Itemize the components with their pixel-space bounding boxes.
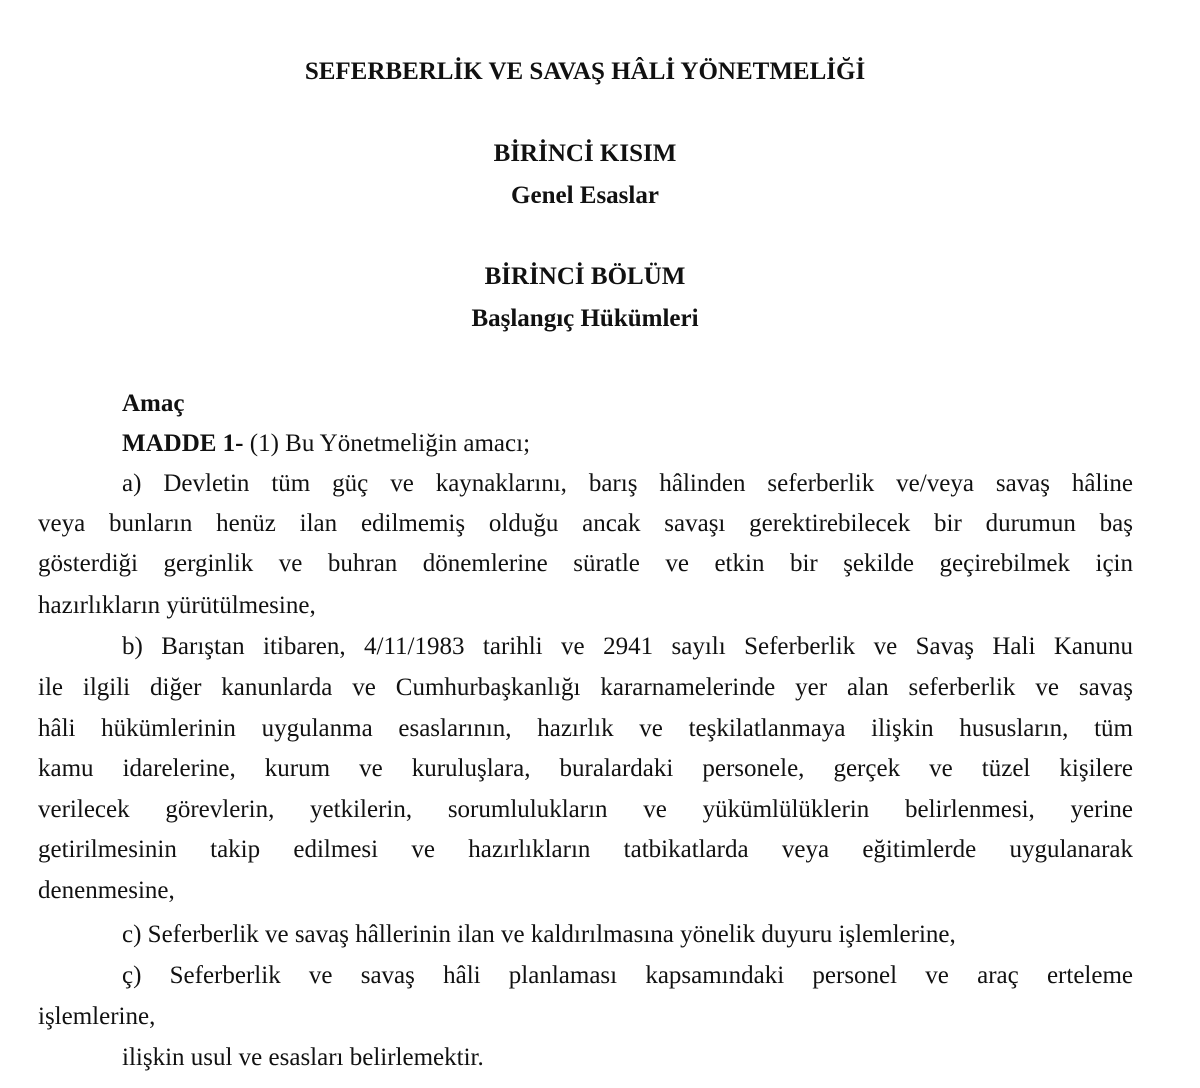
item-a-line: gösterdiği gerginlik ve buhran dönemlerine süratle ve etkin bir şekilde geçirebilmek için	[38, 550, 1133, 577]
item-b-line: getirilmesinin takip edilmesi ve hazırlıkların tatbikatlarda veya eğitimlerde uygulanarak	[38, 836, 1133, 863]
section-heading: BİRİNCİ BÖLÜM	[484, 263, 686, 290]
item-b-line: hâli hükümlerinin uygulanma esaslarının, hazırlık ve teşkilatlanmaya ilişkin hususların, tüm	[38, 715, 1133, 742]
article-label: MADDE 1-	[122, 430, 244, 457]
item-cc-line: ç) Seferberlik ve savaş hâli planlaması kapsamındaki personel ve araç erteleme	[122, 962, 1133, 989]
article-intro	[122, 430, 1133, 458]
article-caption: Amaç	[122, 390, 185, 417]
item-cc-line: işlemlerine,	[38, 1003, 156, 1030]
item-a-line: hazırlıkların yürütülmesine,	[38, 592, 316, 619]
item-b-line: b) Barıştan itibaren, 4/11/1983 tarihli ve 2941 sayılı Seferberlik ve Savaş Hali Kanunu	[122, 633, 1133, 660]
item-b-line: kamu idarelerine, kurum ve kuruluşlara, buralardaki personele, gerçek ve tüzel kişilere	[38, 755, 1133, 782]
article-closing: ilişkin usul ve esasları belirlemektir.	[122, 1044, 484, 1071]
item-c-line: c) Seferberlik ve savaş hâllerinin ilan ve kaldırılmasına yönelik duyuru işlemlerine,	[122, 921, 956, 948]
section-subheading: Başlangıç Hükümleri	[471, 305, 699, 332]
item-b-line: ile ilgili diğer kanunlarda ve Cumhurbaşkanlığı kararnamelerinde yer alan seferberlik ve savaş	[38, 674, 1133, 701]
part-heading: BİRİNCİ KISIM	[493, 140, 677, 167]
item-b-line: denenmesine,	[38, 877, 175, 904]
part-subheading: Genel Esaslar	[511, 182, 659, 209]
item-a-line: a) Devletin tüm güç ve kaynaklarını, barış hâlinden seferberlik ve/veya savaş hâline	[122, 470, 1133, 497]
document-title: SEFERBERLİK VE SAVAŞ HÂLİ YÖNETMELİĞİ	[304, 58, 866, 85]
item-b-line: verilecek görevlerin, yetkilerin, sorumlulukların ve yükümlülüklerin belirlenmesi, yerine	[38, 796, 1133, 823]
item-a-line: veya bunların henüz ilan edilmemiş olduğu ancak savaşı gerektirebilecek bir durumun baş	[38, 510, 1133, 537]
article-intro-text: (1) Bu Yönetmeliğin amacı;	[243, 430, 531, 457]
